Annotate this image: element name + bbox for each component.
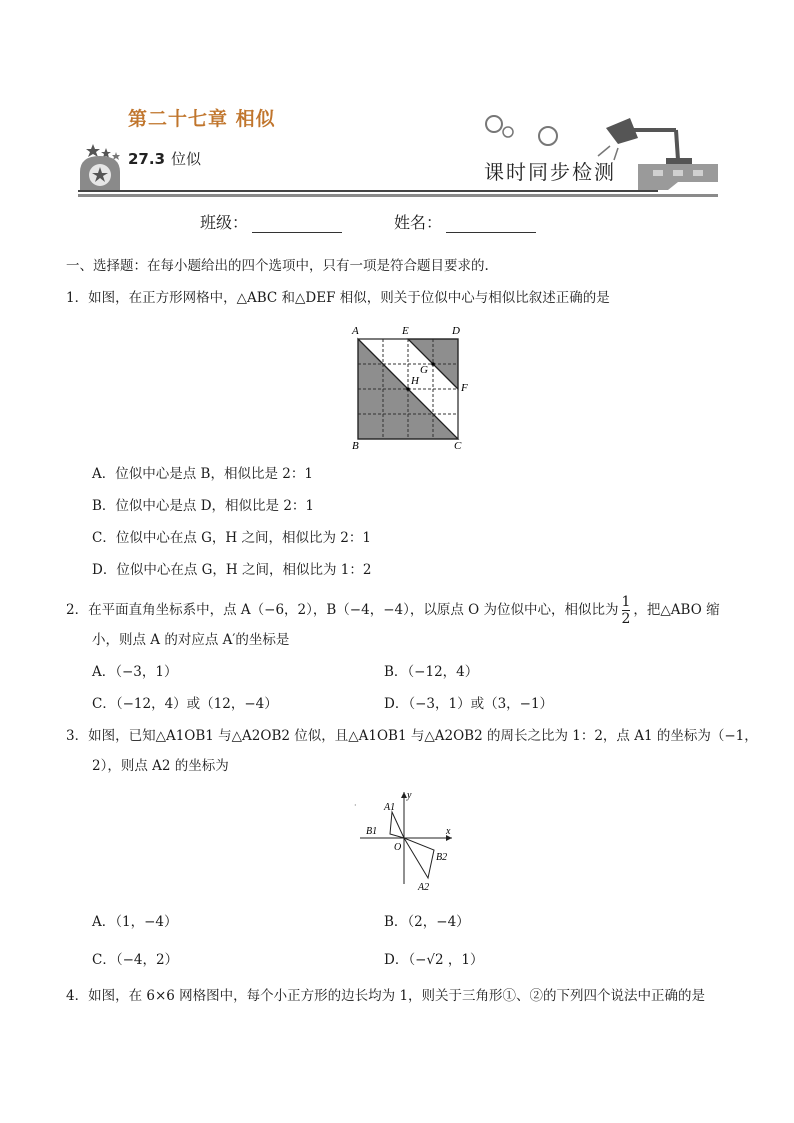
q1-option-c[interactable]: C．位似中心在点 G，H 之间，相似比为 2：1 (92, 530, 371, 546)
q2-stem-part-a: 2．在平面直角坐标系中，点 A（−6，2），B（−4，−4），以原点 O 为位似中心，相似比为 (66, 602, 619, 618)
svg-text:G: G (420, 364, 428, 376)
q1-option-a[interactable]: A．位似中心是点 B，相似比是 2：1 (92, 466, 313, 482)
question-3-stem-b: 2），则点 A2 的坐标为 (92, 758, 229, 774)
section-title: 位似 (171, 150, 202, 168)
q1-option-b[interactable]: B．位似中心是点 D，相似比是 2：1 (92, 498, 315, 514)
class-field (200, 210, 342, 233)
q2-fraction-numerator: 1 (621, 594, 631, 610)
chapter-title: 第二十七章 相似 (128, 108, 276, 130)
svg-text:y: y (407, 790, 412, 801)
svg-text:F: F (461, 382, 468, 394)
svg-text:D: D (452, 325, 460, 337)
svg-text:x: x (446, 826, 451, 837)
svg-text:B: B (352, 440, 359, 452)
banner-label: 课时同步检测 (484, 160, 616, 184)
question-2-stem (66, 594, 720, 627)
q2-option-d[interactable]: D．（−3，1）或（3，−1） (384, 696, 554, 712)
question-1-stem: 1．如图，在正方形网格中，△ABC 和△DEF 相似，则关于位似中心与相似比叙述正确的是 (66, 290, 610, 306)
question-3-stem-a: 3．如图，已知△A1OB1 与△A2OB2 位似，且△A1OB1 与△A2OB2 的周长之比为 1：2，点 A1 的坐标为（−1， (66, 728, 758, 744)
q2-option-a[interactable]: A．（−3，1） (92, 664, 178, 680)
svg-text:A2: A2 (418, 882, 430, 893)
section-number: 27.3 (128, 150, 166, 168)
bubble-icon (503, 127, 513, 137)
question-4-stem: 4．如图，在 6×6 网格图中，每个小正方形的边长均为 1，则关于三角形①、②的下列四个说法中正确的是 (66, 988, 706, 1004)
svg-text:A: A (352, 325, 359, 337)
section-heading (128, 148, 201, 169)
q3-option-b[interactable]: B．（2，−4） (384, 914, 470, 930)
class-label: 班级： (200, 213, 249, 232)
q2-stem-part-c: 小，则点 A 的对应点 A′的坐标是 (92, 632, 290, 648)
q1-option-d[interactable]: D．位似中心在点 G，H 之间，相似比为 1：2 (92, 562, 372, 578)
svg-text:A1: A1 (384, 802, 396, 813)
star-icon (86, 144, 100, 157)
svg-text:O: O (394, 842, 402, 853)
class-blank (252, 216, 342, 233)
q2-option-b[interactable]: B．（−12，4） (384, 664, 479, 680)
svg-text:C: C (454, 440, 462, 452)
q2-stem-part-b: ，把△ABO 缩 (633, 602, 720, 618)
q3-option-d[interactable]: D．（−√2 ，1） (384, 952, 484, 968)
bubble-icon (486, 116, 502, 132)
bubble-icon (539, 127, 557, 145)
q2-option-c[interactable]: C．（−12，4）或（12，−4） (92, 696, 278, 712)
svg-text:H: H (411, 375, 419, 387)
svg-text:·: · (354, 801, 357, 810)
q3-option-c[interactable]: C．（−4，2） (92, 952, 179, 968)
q3-option-a[interactable]: A．（1，−4） (92, 914, 178, 930)
name-field (394, 210, 536, 233)
q3-coordinate-figure (352, 788, 462, 898)
name-label: 姓名： (394, 213, 443, 232)
name-blank (446, 216, 536, 233)
q2-fraction (622, 594, 631, 627)
svg-text:B2: B2 (436, 852, 448, 863)
part-heading: 一、选择题：在每小题给出的四个选项中，只有一项是符合题目要求的. (66, 258, 489, 274)
q1-grid-figure (348, 322, 476, 452)
svg-text:B1: B1 (366, 826, 378, 837)
q2-fraction-denominator: 2 (621, 611, 631, 627)
svg-text:E: E (402, 325, 409, 337)
